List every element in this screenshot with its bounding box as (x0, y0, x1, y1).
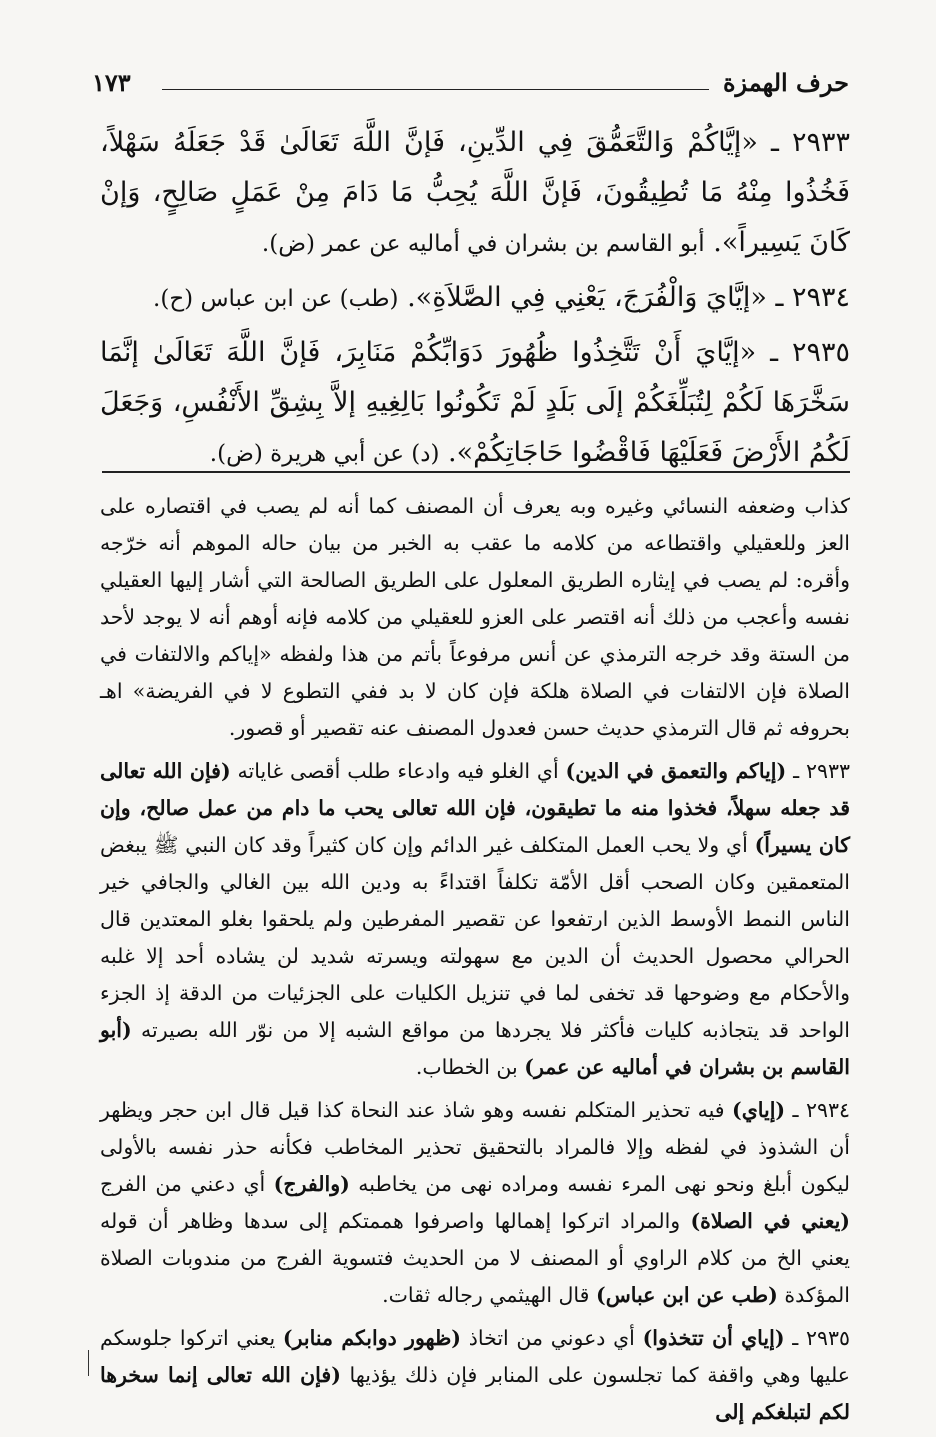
section-separator (102, 471, 850, 473)
commentary-2935 (100, 1320, 850, 1431)
commentary-text: يعني اتركوا جلوسكم عليها وهي واقفة كما تجلسون على المنابر فإن ذلك يؤذيها (100, 1326, 850, 1387)
hadith-number: ٢٩٣٥ ـ (770, 337, 850, 368)
hadith-source: (طب) عن ابن عباس (ح). (153, 286, 399, 312)
commentary-2934 (100, 1092, 850, 1314)
commentary-text: قال الهيثمي رجاله ثقات. (382, 1283, 590, 1307)
hadith-body: «إيَّايَ أَنْ تَتَّخِذُوا ظُهُورَ دَوَابِّكُمْ مَنَابِرَ، فَإنَّ اللَّهَ تَعَالَىٰ إنَّمَا سَخَّرَهَا لَكُمْ لِتُبَلِّغَكُمْ إلَى بَلَدٍ لَمْ تَكُونُوا بَالِغِيهِ إلاَّ بِشِقِّ الأَنْفُسِ، وَجَعَلَ لَكُمُ الأَرْضَ فَعَلَيْهَا فَاقْضُوا حَاجَاتِكُمْ». (100, 337, 850, 468)
commentary-2933 (100, 753, 850, 1086)
commentary-text: بن الخطاب. (415, 1055, 518, 1079)
quoted-phrase: (طب عن ابن عباس) (596, 1283, 778, 1307)
hadith-text-section (100, 118, 850, 483)
header-rule (162, 89, 709, 90)
hadith-2934 (100, 273, 850, 324)
commentary-paragraph-1: كذاب وضعفه النسائي وغيره وبه يعرف أن المصنف كما أنه لم يصب في اقتصاره على العز وللعقيلي واقتطاعه من كلامه ما عقب به الخبر من بيان حاله الموهم أنه خرّجه وأقره: لم يصب في إيثاره الطريق المعلول على الطريق الصالحة التي أشار إليها العقيلي نفسه وأعجب من ذلك أنه اقتصر على العزو للعقيلي من كلامه فإنه أوهم أنه لا يوجد لأحد من الستة وقد خرجه الترمذي عن أنس مرفوعاً بأتم من هذا ولفظه «إياكم والالتفات في الصلاة فإن الالتفات في الصلاة هلكة فإن كان لا بد ففي التطوع لا في الفريضة» اهـ بحروفه ثم قال الترمذي حديث حسن فعدول المصنف عنه تقصير أو قصور. (100, 494, 850, 740)
commentary-number: ٢٩٣٤ ـ (792, 1098, 850, 1122)
chapter-title: حرف الهمزة (715, 68, 849, 97)
commentary-text: أي دعوني من اتخاذ (468, 1326, 635, 1350)
quoted-phrase: (إياكم والتعمق في الدين) (565, 759, 787, 783)
quoted-phrase: (إياي أن تتخذوا) (642, 1326, 785, 1350)
commentary-section (100, 488, 850, 1437)
quoted-phrase: (أبو القاسم بن بشران في أماليه عن عمر) (100, 1018, 850, 1079)
quoted-phrase: (فإن الله تعالى إنما سخرها لكم لتبلغكم إلى (100, 1363, 850, 1424)
hadith-source: أبو القاسم بن بشران في أماليه عن عمر (ض). (261, 231, 705, 257)
hadith-number: ٢٩٣٤ ـ (775, 282, 850, 313)
hadith-2933 (100, 118, 850, 269)
quoted-phrase: (إياي) (732, 1098, 786, 1122)
commentary-text: فيه تحذير المتكلم نفسه وهو شاذ عند النحاة كذا قيل قال ابن حجر ويظهر أن الشذوذ في لفظه وإلا فالمراد بالتحقيق تحذير المخاطب فكأنه حذر نفسه بالأولى ليكون أبلغ ونحو نهى المرء نفسه ومراده نهى من يخاطبه (100, 1098, 850, 1196)
commentary-text: أي دعني من الفرج (100, 1172, 266, 1196)
page-number: ١٧٣ (92, 68, 131, 97)
commentary-text: والمراد اتركوا إهمالها واصرفوا هممتكم إلى سدها وظاهر أن قوله يعني الخ من كلام الراوي أو المصنف لا من الحديث فتسوية الفرج من مندوبات الصلاة المؤكدة (100, 1209, 850, 1307)
hadith-body: «إيَّاكُمْ وَالتَّعَمُّقَ فِي الدِّينِ، فَإنَّ اللَّهَ تَعَالَىٰ قَدْ جَعَلَهُ سَهْلاً، فَخُذُوا مِنْهُ مَا تُطِيقُونَ، فَإنَّ اللَّهَ يُحِبُّ مَا دَامَ مِنْ عَمَلٍ صَالِحٍ، وَإنْ كَانَ يَسِيراً». (100, 127, 850, 258)
commentary-number: ٢٩٣٥ ـ (792, 1326, 850, 1350)
quoted-phrase: (يعني في الصلاة) (690, 1209, 850, 1233)
page-header (92, 64, 849, 104)
commentary-text: أي الغلو فيه وادعاء طلب أقصى غاياته (237, 759, 559, 783)
hadith-2935 (100, 328, 850, 479)
hadith-body: «إيَّايَ وَالْفُرَجَ، يَعْنِي فِي الصَّلاَةِ». (407, 282, 767, 313)
scan-mark (88, 1350, 89, 1376)
hadith-number: ٢٩٣٣ ـ (771, 127, 850, 158)
commentary-number: ٢٩٣٣ ـ (793, 759, 850, 783)
hadith-source: (د) عن أبي هريرة (ض). (209, 441, 440, 467)
quoted-phrase: (ظهور دوابكم منابر) (282, 1326, 462, 1350)
quoted-phrase: (فإن الله تعالى قد جعله سهلاً، فخذوا منه ما تطيقون، فإن الله تعالى يحب ما دام من عمل صالح، وإن كان يسيراً) (100, 759, 850, 857)
quoted-phrase: (والفرج) (273, 1172, 350, 1196)
commentary-text: أي ولا يحب العمل المتكلف غير الدائم وإن كان كثيراً وقد كان النبي ﷺ يبغض المتعمقين وكان الصحب أقل الأمّة تكلفاً اقتداءً به ودين الله بين الغالي والجافي خير الناس النمط الأوسط الذين ارتفعوا عن تقصير المفرطين ولم يلحقوا بغلو المعتدين قال الحرالي محصول الحديث أن الدين مع سهولته ويسرته شديد لن يشاده أحد إلا غلبه والأحكام مع وضوحها قد تخفى لما في تنزيل الكليات على الجزئيات من الدقة إذ الجزء الواحد قد يتجاذبه كليات فأكثر فلا يجردها من مواقع الشبه إلا من نوّر الله بصيرته (100, 833, 850, 1042)
